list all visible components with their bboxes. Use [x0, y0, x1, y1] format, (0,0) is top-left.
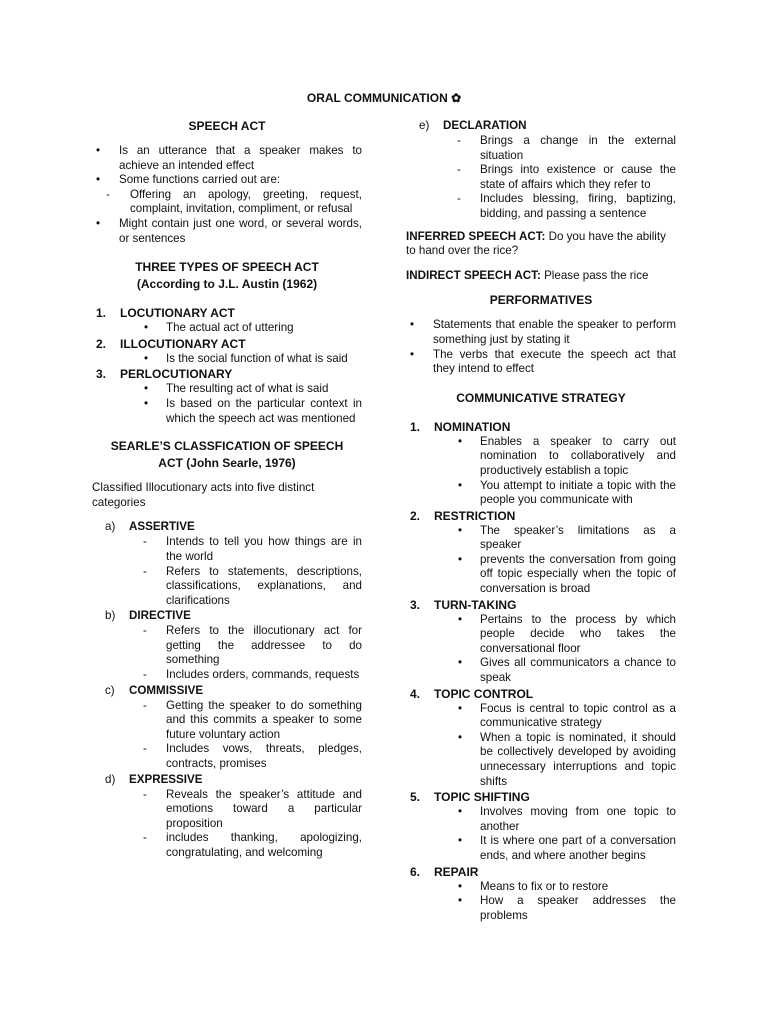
list-item: • Enables a speaker to carry out nomination to collaboratively and productively establish a topic	[406, 435, 676, 479]
indirect-speech-act	[406, 269, 676, 284]
item-label: RESTRICTION	[434, 508, 516, 523]
indirect-text: Please pass the rice	[544, 268, 649, 282]
item-label: DIRECTIVE	[129, 609, 191, 623]
item-label: ASSERTIVE	[129, 520, 195, 534]
item-label: LOCUTIONARY ACT	[120, 306, 235, 321]
item-letter: e)	[419, 119, 430, 132]
perlocutionary-heading	[92, 366, 362, 382]
commissive-list	[92, 699, 362, 772]
item-letter: a)	[105, 520, 116, 534]
item-label: COMMISSIVE	[129, 683, 204, 697]
list-item: • Is based on the particular context in which the speech act was mentioned	[92, 397, 362, 426]
list-item: • prevents the conversation from going off topic especially when the topic of conversation is broad	[406, 553, 676, 597]
list-item: • The actual act of uttering	[92, 321, 362, 336]
item-letter: c)	[105, 683, 115, 697]
list-item: - Includes vows, threats, pledges, contracts, promises	[92, 742, 362, 771]
item-number: 1.	[410, 419, 421, 434]
inferred-speech-act	[406, 230, 676, 259]
repair-list	[406, 880, 676, 924]
item-label: TURN-TAKING	[434, 597, 517, 612]
list-item: - includes thanking, apologizing, congratulating, and welcoming	[92, 831, 362, 860]
list-item: • Is the social function of what is said	[92, 352, 362, 367]
topic-control-list	[406, 702, 676, 790]
list-item: - Refers to statements, descriptions, classifications, explanations, and clarifications	[92, 565, 362, 609]
directive-list	[92, 624, 362, 682]
turn-taking-list	[406, 613, 676, 686]
three-types-subheading: (According to J.L. Austin (1962)	[136, 277, 318, 292]
item-label: DECLARATION	[443, 119, 527, 132]
speech-act-sublist	[92, 188, 362, 217]
list-item: • The verbs that execute the speech act that they intend to effect	[406, 348, 676, 377]
list-item: - Offering an apology, greeting, request, complaint, invitation, compliment, or refusal	[92, 188, 362, 217]
locutionary-list	[92, 321, 362, 336]
item-letter: d)	[105, 772, 116, 786]
performatives-heading: PERFORMATIVES	[489, 293, 593, 308]
list-item: • How a speaker addresses the problems	[406, 894, 676, 923]
list-item: • The speaker’s limitations as a speaker	[406, 524, 676, 553]
assertive-heading	[92, 519, 362, 535]
restriction-list	[406, 524, 676, 597]
list-item: • Might contain just one word, or several words, or sentences	[92, 217, 362, 246]
locutionary-act-heading	[92, 305, 362, 321]
expressive-list	[92, 788, 362, 861]
assertive-list	[92, 535, 362, 608]
restriction-heading	[406, 508, 676, 524]
list-item: - Brings a change in the external situation	[406, 134, 676, 163]
list-item: • Gives all communicators a chance to speak	[406, 656, 676, 685]
item-number: 4.	[410, 686, 421, 701]
illocutionary-act-heading	[92, 336, 362, 352]
item-label: REPAIR	[434, 864, 479, 879]
item-label: PERLOCUTIONARY	[120, 367, 233, 382]
directive-heading	[92, 608, 362, 624]
turn-taking-heading	[406, 597, 676, 613]
expressive-heading	[92, 772, 362, 788]
declaration-heading	[406, 118, 676, 134]
indirect-label: INDIRECT SPEECH ACT:	[406, 268, 541, 282]
item-number: 6.	[410, 864, 421, 879]
inferred-label: INFERRED SPEECH ACT:	[406, 229, 546, 243]
list-item: - Includes orders, commands, requests	[92, 668, 362, 683]
item-label: NOMINATION	[434, 419, 511, 434]
topic-shifting-list	[406, 805, 676, 863]
left-column	[92, 118, 362, 861]
list-item: • Involves moving from one topic to another	[406, 805, 676, 834]
list-item: - Refers to the illocutionary act for getting the addressee to do something	[92, 624, 362, 668]
list-item: - Intends to tell you how things are in the world	[92, 535, 362, 564]
list-item: • Pertains to the process by which people decide who takes the conversational floor	[406, 613, 676, 657]
list-item: - Getting the speaker to do something and this commits a speaker to some future voluntary action	[92, 699, 362, 743]
nomination-heading	[406, 419, 676, 435]
list-item: - Reveals the speaker’s attitude and emotions toward a particular proposition	[92, 788, 362, 832]
inferred-text: Do you have the ability to hand over the rice?	[406, 229, 666, 258]
illocutionary-list	[92, 352, 362, 367]
item-number: 1.	[96, 306, 107, 321]
communicative-strategy-heading: COMMUNICATIVE STRATEGY	[456, 390, 626, 405]
list-item-text: Some functions carried out are:	[119, 173, 281, 187]
item-label: ILLOCUTIONARY ACT	[120, 336, 246, 351]
list-item: • It is where one part of a conversation ends, and where another begins	[406, 834, 676, 863]
searle-intro: Classified Illocutionary acts into five distinct categories	[92, 481, 315, 509]
perlocutionary-list	[92, 382, 362, 426]
item-letter: b)	[105, 609, 116, 623]
item-number: 5.	[410, 790, 421, 805]
three-types-heading: THREE TYPES OF SPEECH ACT	[135, 260, 319, 275]
performatives-list	[406, 318, 676, 376]
item-label: TOPIC SHIFTING	[434, 790, 530, 805]
item-number: 3.	[96, 367, 107, 382]
speech-act-list	[92, 144, 362, 246]
searle-subheading: ACT (John Searle, 1976)	[158, 456, 296, 471]
item-number: 2.	[96, 336, 107, 351]
list-item: • Means to fix or to restore	[406, 880, 676, 895]
item-label: EXPRESSIVE	[129, 772, 203, 786]
list-item: • Statements that enable the speaker to perform something just by stating it	[406, 318, 676, 347]
item-number: 3.	[410, 597, 421, 612]
declaration-list	[406, 134, 676, 222]
item-label: TOPIC CONTROL	[434, 686, 534, 701]
searle-heading: SEARLE’S CLASSFICATION OF SPEECH	[110, 439, 344, 454]
list-item: • Focus is central to topic control as a communicative strategy	[406, 702, 676, 731]
speech-act-heading: SPEECH ACT	[188, 119, 266, 133]
list-item: • Is an utterance that a speaker makes to achieve an intended effect	[92, 144, 362, 173]
topic-shifting-heading	[406, 789, 676, 805]
list-item	[92, 173, 362, 217]
list-item: • The resulting act of what is said	[92, 382, 362, 397]
list-item: • When a topic is nominated, it should be collectively developed by avoiding unnecessary interruptions and topic shifts	[406, 731, 676, 789]
page-title: ORAL COMMUNICATION ✿	[306, 91, 462, 105]
list-item: - Includes blessing, firing, baptizing, bidding, and passing a sentence	[406, 192, 676, 221]
right-column	[406, 118, 676, 923]
list-item: • You attempt to initiate a topic with the people you communicate with	[406, 479, 676, 508]
commissive-heading	[92, 683, 362, 699]
list-item: - Brings into existence or cause the state of affairs which they refer to	[406, 163, 676, 192]
topic-control-heading	[406, 686, 676, 702]
repair-heading	[406, 864, 676, 880]
nomination-list	[406, 435, 676, 508]
item-number: 2.	[410, 508, 421, 523]
